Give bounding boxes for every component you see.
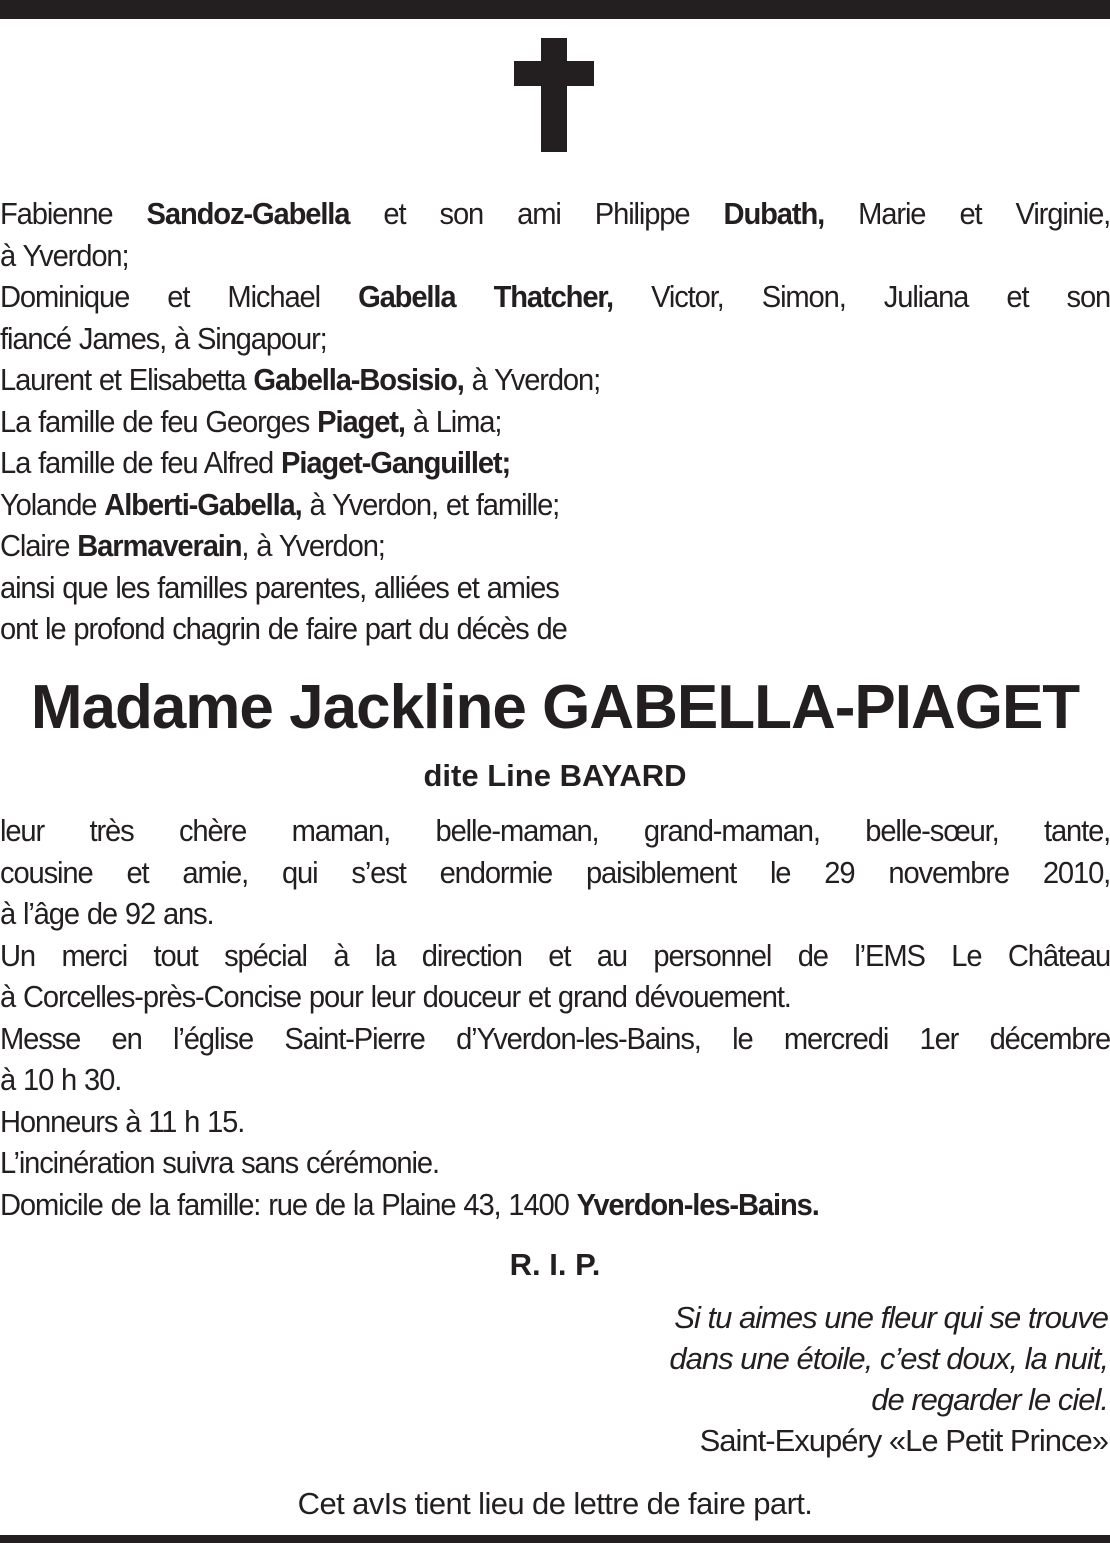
- line-text: Fabienne: [0, 196, 147, 231]
- line-text: à Yverdon;: [0, 237, 129, 273]
- line-text: à 10 h 30.: [0, 1062, 122, 1097]
- quote-line: dans une étoile, c’est doux, la nuit,: [669, 1341, 1108, 1376]
- bold-name: Gabella-Bosisio,: [253, 362, 464, 397]
- deceased-nickname: dite Line BAYARD: [423, 758, 687, 793]
- line-text: Claire: [0, 528, 78, 563]
- line-text: La famille de feu Georges: [0, 403, 318, 439]
- family-line: [0, 567, 1110, 609]
- text-line: [0, 852, 1110, 894]
- line-text: Victor, Simon, Juliana et son: [612, 279, 1110, 314]
- family-line: [0, 235, 1110, 277]
- deceased-name: Madame Jackline GABELLA-PIAGET: [30, 673, 1080, 742]
- line-text: L’incinération suivra sans cérémonie.: [0, 1145, 439, 1180]
- text-line: [0, 810, 1110, 852]
- line-text: Marie et Virginie,: [824, 196, 1110, 231]
- text-line: [0, 893, 1110, 935]
- bold-name: Gabella Thatcher,: [358, 279, 613, 314]
- line-text: à l’âge de 92 ans.: [0, 896, 214, 931]
- line-text: à Lima;: [404, 403, 502, 439]
- line-text: Yolande: [0, 486, 105, 522]
- quote-block: [669, 1297, 1108, 1461]
- line-text: et son ami Philippe: [349, 196, 724, 231]
- line-text: cousine et amie, qui s’est endormie paisiblement le 29 novembre 2010,: [0, 854, 1110, 890]
- line-text: Laurent et Elisabetta: [0, 362, 254, 397]
- bold-name: Piaget-Ganguillet;: [281, 445, 511, 480]
- bold-name: Piaget,: [317, 403, 405, 439]
- line-text: ainsi que les familles parentes, alliées et amies: [0, 569, 559, 605]
- text-line: [0, 976, 1110, 1018]
- family-list: [0, 193, 1110, 650]
- text-line: [0, 1101, 1110, 1143]
- text-line: [0, 935, 1110, 977]
- closing-note: Cet avIs tient lieu de lettre de faire part.: [297, 1486, 813, 1521]
- family-line: [0, 276, 1110, 318]
- bold-name: Sandoz-Gabella: [146, 196, 350, 231]
- line-text: fiancé James, à Singapour;: [0, 320, 327, 356]
- line-text: Domicile de la famille: rue de la Plaine 43, 1400: [0, 1186, 577, 1222]
- family-line: [0, 484, 1110, 526]
- text-line: [0, 1184, 1110, 1226]
- family-line: [0, 442, 1110, 484]
- quote-line: de regarder le ciel.: [871, 1382, 1108, 1417]
- bottom-border-rule: [0, 1535, 1110, 1543]
- text-line: [0, 1142, 1110, 1184]
- family-line: [0, 193, 1110, 235]
- bold-name: Dubath,: [723, 196, 825, 231]
- family-line: [0, 401, 1110, 443]
- bold-name: Yverdon-les-Bains.: [576, 1186, 819, 1222]
- text-line: [0, 1059, 1110, 1101]
- announcement-text: [0, 810, 1110, 1225]
- quote-line: Si tu aimes une fleur qui se trouve: [674, 1300, 1108, 1335]
- family-line: [0, 525, 1110, 567]
- line-text: La famille de feu Alfred: [0, 445, 282, 480]
- line-text: leur très chère maman, belle-maman, grand-maman, belle-sœur, tante,: [0, 813, 1110, 848]
- rip-heading: R. I. P.: [509, 1247, 601, 1282]
- line-text: Dominique et Michael: [0, 279, 359, 314]
- cross-icon: [0, 38, 1110, 152]
- bold-name: Barmaverain: [77, 528, 242, 563]
- line-text: , à Yverdon;: [241, 528, 385, 563]
- family-line: [0, 608, 1110, 650]
- line-text: ont le profond chagrin de faire part du décès de: [0, 611, 567, 646]
- bold-name: Alberti-Gabella,: [104, 486, 302, 522]
- family-line: [0, 359, 1110, 401]
- top-border-rule: [0, 0, 1110, 19]
- quote-attribution: Saint-Exupéry «Le Petit Prince»: [699, 1423, 1108, 1458]
- line-text: Messe en l’église Saint-Pierre d’Yverdon-les-Bains, le mercredi 1er décembre: [0, 1020, 1110, 1056]
- line-text: à Yverdon, et famille;: [301, 486, 560, 522]
- line-text: Honneurs à 11 h 15.: [0, 1103, 245, 1139]
- line-text: à Corcelles-près-Concise pour leur douceur et grand dévouement.: [0, 979, 791, 1014]
- text-line: [0, 1018, 1110, 1060]
- family-line: [0, 318, 1110, 360]
- line-text: Un merci tout spécial à la direction et au personnel de l’EMS Le Château: [0, 937, 1110, 973]
- line-text: à Yverdon;: [463, 362, 601, 397]
